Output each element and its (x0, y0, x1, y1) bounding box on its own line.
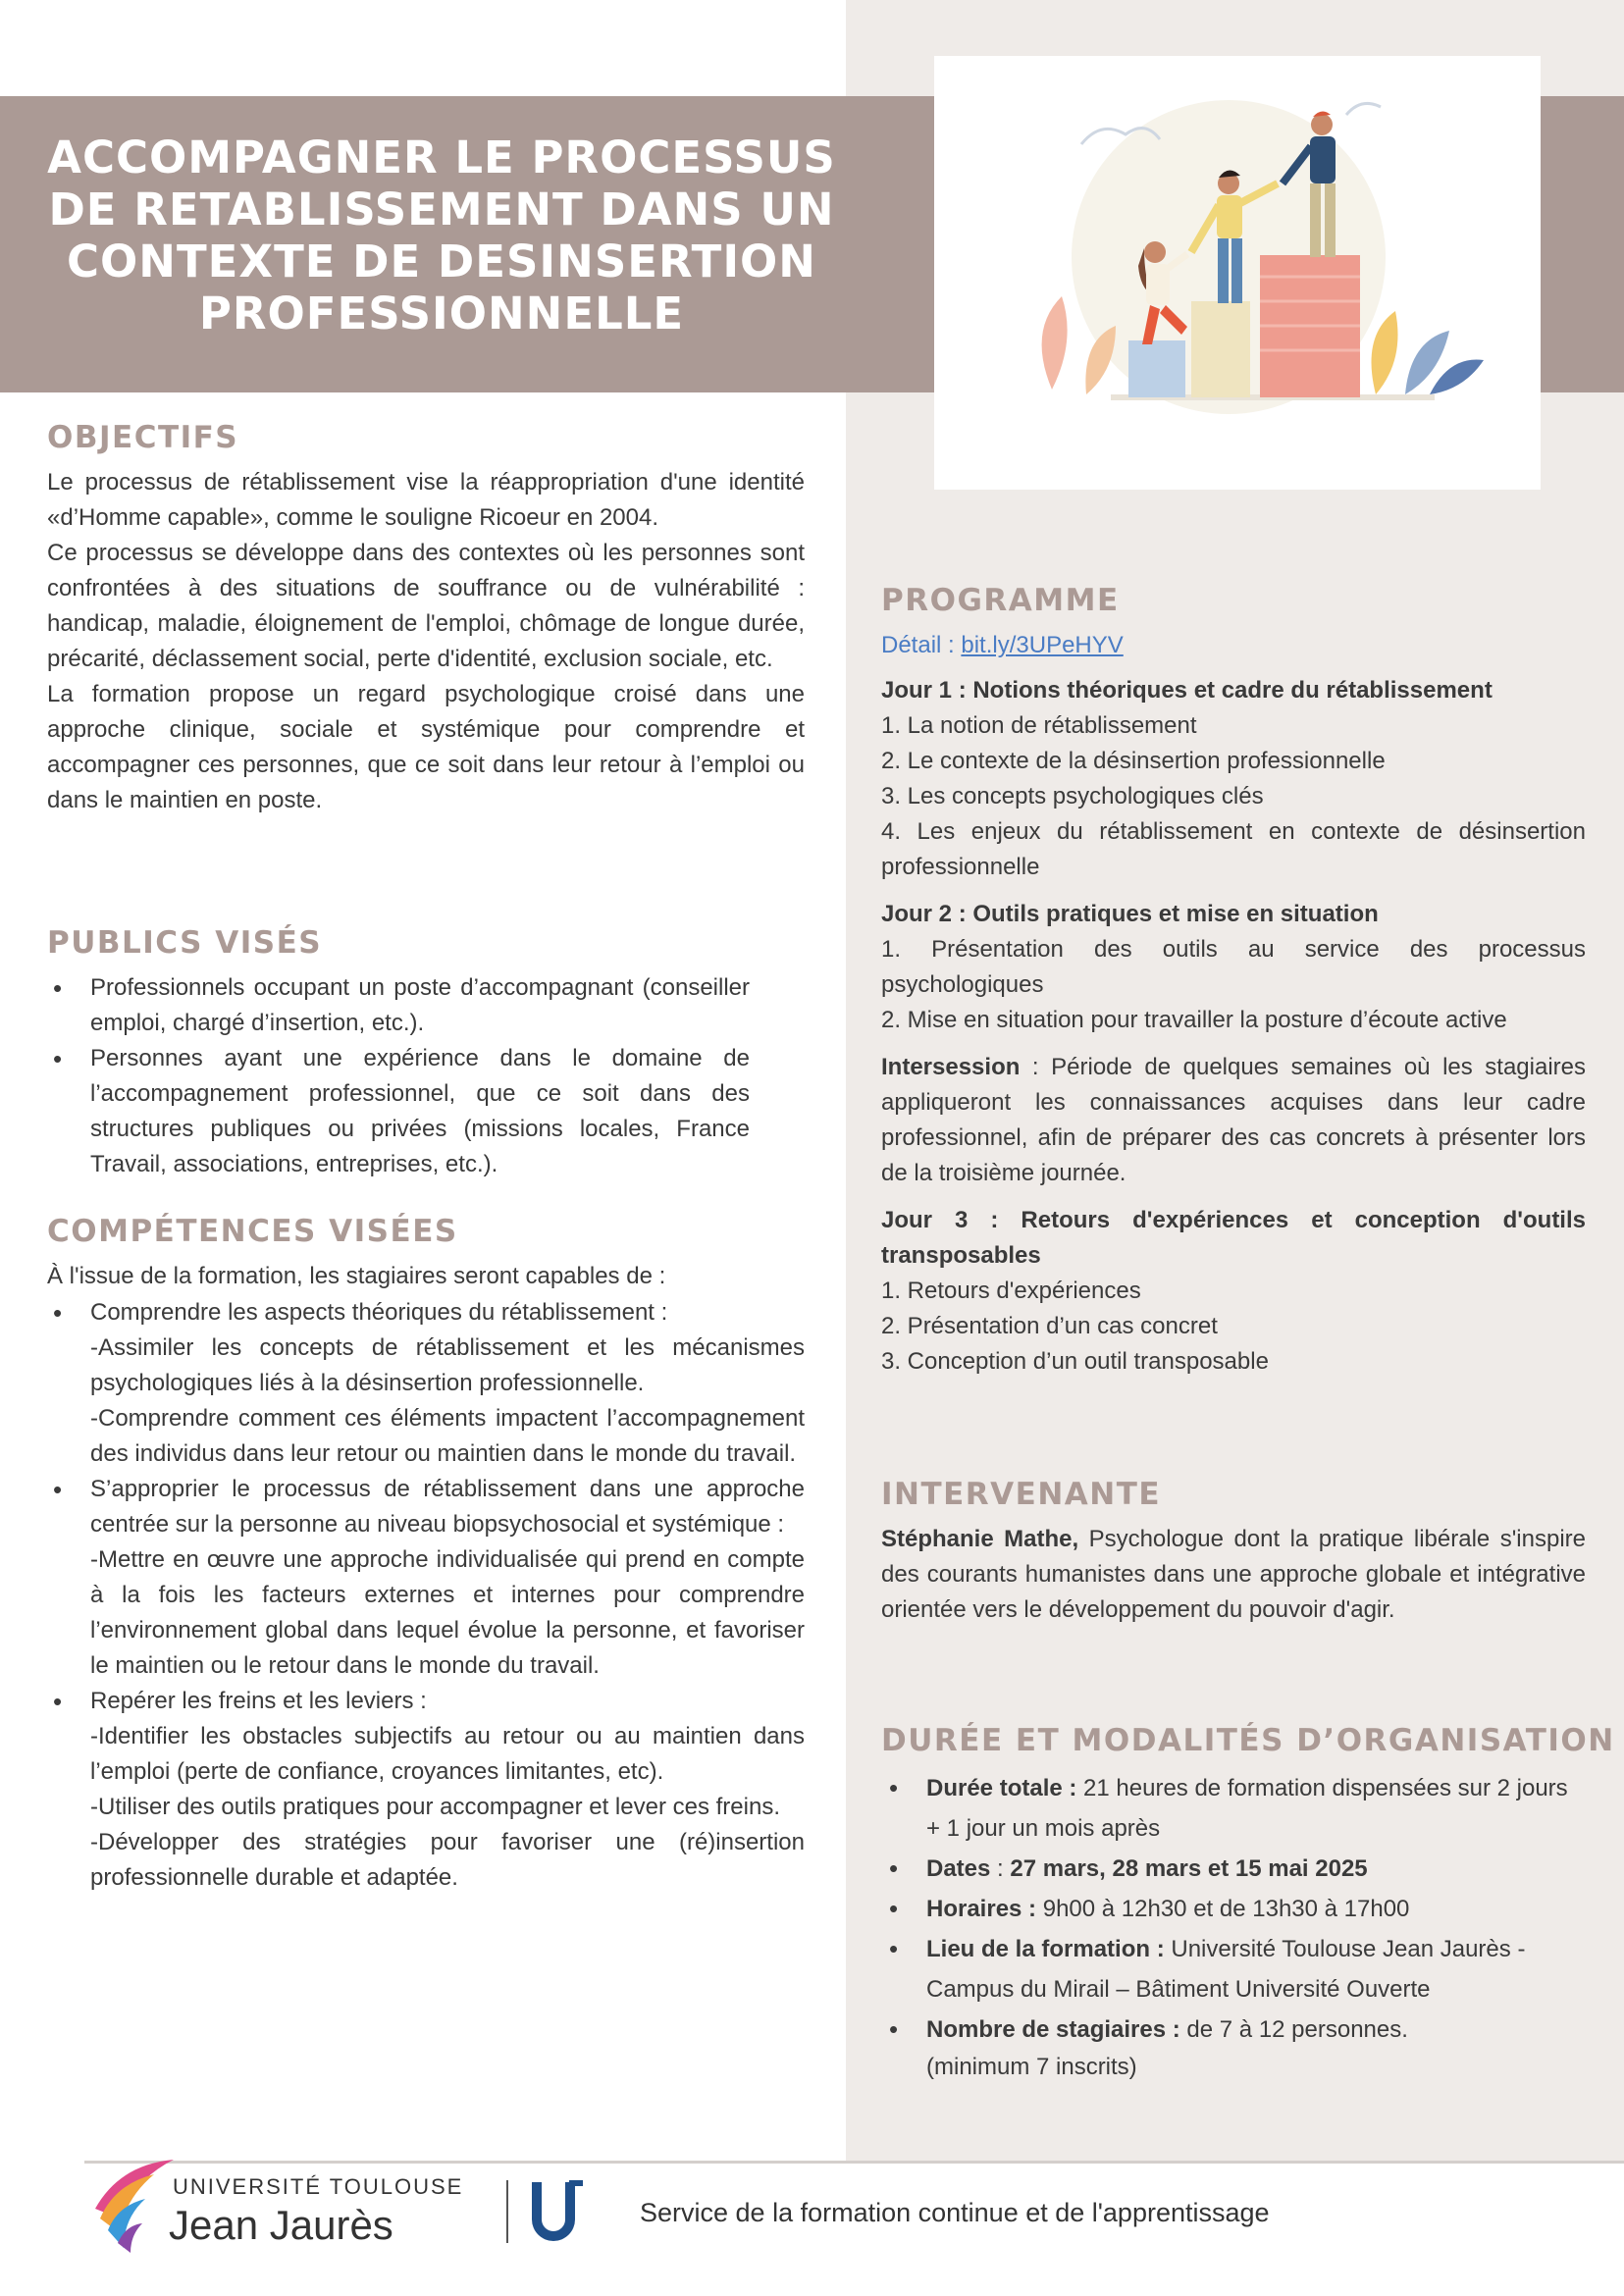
list-item: • Professionnels occupant un poste d’accompagnant (conseiller emploi, chargé d’insertion, etc.). (45, 970, 750, 1041)
u-logo-icon (526, 2176, 587, 2251)
page-title: ACCOMPAGNER LE PROCESSUS DE RETABLISSEMENT DANS UN CONTEXTE DE DESINSERTION PROFESSIONNELLE (47, 131, 836, 339)
jour3-title: Jour 3 : Retours d'expériences et conception d'outils transposables (881, 1207, 1586, 1269)
teamwork-illustration (934, 56, 1541, 490)
list-item: • Repérer les freins et les leviers : (45, 1684, 805, 1719)
duree-heading: DURÉE ET MODALITÉS D’ORGANISATION (881, 1723, 1615, 1758)
publics-heading: PUBLICS VISÉS (47, 925, 323, 961)
publics-list (45, 970, 750, 1182)
list-item: • Lieu de la formation : Université Toulouse Jean Jaurès - Campus du Mirail – Bâtiment Université Ouverte (881, 1929, 1588, 2009)
list-subitem: -Identifier les obstacles subjectifs au retour ou au maintien dans l’emploi (perte de confiance, croyances limitantes, etc). (90, 1723, 805, 1785)
intervenante-heading: INTERVENANTE (881, 1477, 1162, 1512)
university-swoosh-icon (90, 2150, 179, 2258)
list-item: • S’approprier le processus de rétablissement dans une approche centrée sur la personne au niveau biopsychosocial et systémique : (45, 1472, 805, 1542)
jour1-title: Jour 1 : Notions théoriques et cadre du rétablissement (881, 677, 1493, 704)
list-item: • Comprendre les aspects théoriques du rétablissement : (45, 1295, 805, 1331)
list-item: • Nombre de stagiaires : de 7 à 12 personnes. (minimum 7 inscrits) (881, 2009, 1588, 2085)
intervenante-text: Stéphanie Mathe, Psychologue dont la pratique libérale s'inspire des courants humanistes dans une approche globale et intégrative orientée vers le développement du pouvoir d'agir. (881, 1526, 1586, 1623)
list-item: • Horaires : 9h00 à 12h30 et de 13h30 à 17h00 (881, 1889, 1588, 1929)
list-subitem: -Utiliser des outils pratiques pour accompagner et lever ces freins. (90, 1794, 780, 1820)
competences-list (45, 1295, 805, 1896)
list-item: • Dates : 27 mars, 28 mars et 15 mai 2025 (881, 1849, 1588, 1889)
service-text: Service de la formation continue et de l'apprentissage (640, 2198, 1270, 2227)
programme-detail-link[interactable]: bit.ly/3UPeHYV (961, 632, 1124, 658)
list-subitem: -Assimiler les concepts de rétablissement et les mécanismes psychologiques liés à la désinsertion professionnelle. (90, 1334, 805, 1396)
list-subitem: -Comprendre comment ces éléments impactent l’accompagnement des individus dans leur retour ou maintien dans le monde du travail. (90, 1405, 805, 1467)
programme-detail: Détail : bit.ly/3UPeHYV (881, 632, 1124, 658)
jour2-title: Jour 2 : Outils pratiques et mise en situation (881, 901, 1379, 927)
footer-separator (506, 2180, 508, 2243)
programme-heading: PROGRAMME (881, 583, 1120, 618)
list-item: • Personnes ayant une expérience dans le domaine de l’accompagnement professionnel, que ce soit dans des structures publiques ou privées (missions locales, France Travail, associations, entreprises, etc.). (45, 1041, 750, 1182)
competences-heading: COMPÉTENCES VISÉES (47, 1214, 458, 1249)
duree-list (881, 1768, 1588, 2085)
university-logo (90, 2145, 502, 2272)
competences-intro: À l'issue de la formation, les stagiaires seront capables de : (47, 1263, 666, 1289)
programme-body: Jour 1 : Notions théoriques et cadre du rétablissement 1. La notion de rétablissement 2. Le contexte de la désinsertion professionnelle 3. Les concepts psychologiques clés 4. Les enjeux du rétablissement en contexte de désinsertion professionnelle Jour 2 : Outils pratiques et mise en situation 1. Présentation des outils au service des processus psychologiques 2. Mise en situation pour travailler la posture d’écoute active Intersession : Période de quelques semaines où les stagiaires appliqueront les connaissances acquises dans leur cadre professionnel, afin de préparer des cas concrets à présenter lors de la troisième journée. Jour 3 : Retours d'expériences et conception d'outils transposables 1. Retours d'expériences 2. Présentation d’un cas concret 3. Conception d’un outil transposable (881, 673, 1586, 1380)
logo-top-text: UNIVERSITÉ TOULOUSE (173, 2174, 464, 2199)
list-subitem: -Mettre en œuvre une approche individualisée qui prend en compte à la fois les facteurs externes et internes pour comprendre l’environnement global dans lequel évolue la personne, et favoriser le maintien ou le retour dans le monde du travail. (90, 1546, 805, 1679)
logo-bottom-text: Jean Jaurès (169, 2202, 393, 2248)
objectifs-text: Le processus de rétablissement vise la réappropriation d'une identité «d’Homme capable», comme le souligne Ricoeur en 2004. Ce processus se développe dans des contextes où les personnes sont confrontées à des situations de souffrance ou de vulnérabilité : handicap, maladie, éloignement de l'emploi, chômage de longue durée, précarité, déclassement social, perte d'identité, exclusion sociale, etc. La formation propose un regard psychologique croisé dans une approche clinique, sociale et systémique pour comprendre et accompagner ces personnes, que ce soit dans leur retour à l’emploi ou dans le maintien en poste. (47, 469, 805, 813)
list-item: • Durée totale : 21 heures de formation dispensées sur 2 jours + 1 jour un mois après (881, 1768, 1588, 1849)
list-subitem: -Développer des stratégies pour favoriser une (ré)insertion professionnelle durable et adaptée. (90, 1829, 805, 1891)
intersession: Intersession : Période de quelques semaines où les stagiaires appliqueront les connaissances acquises dans leur cadre professionnel, afin de préparer des cas concrets à présenter lors de la troisième journée. (881, 1054, 1586, 1186)
objectifs-heading: OBJECTIFS (47, 420, 239, 455)
